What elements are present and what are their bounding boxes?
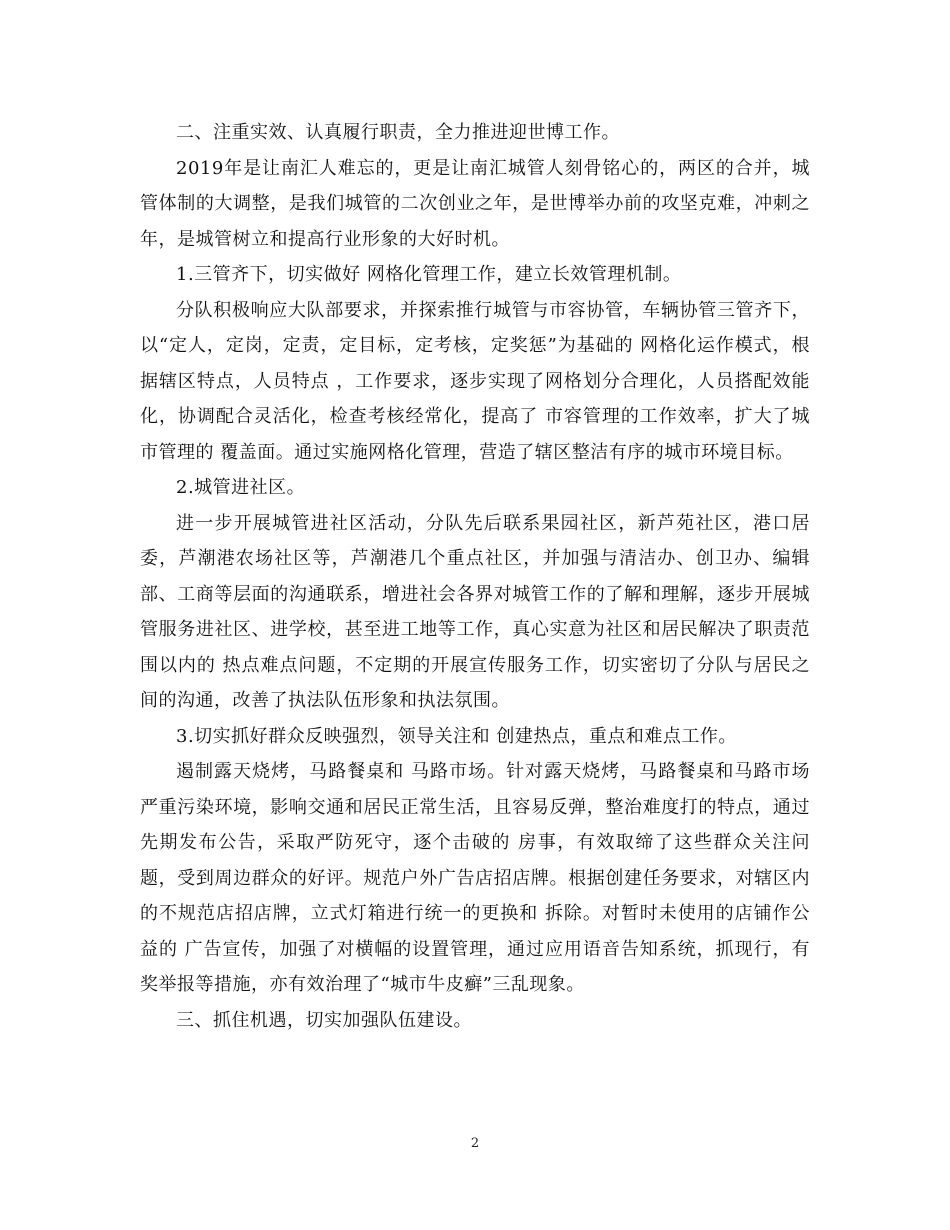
paragraph-intro: 2019年是让南汇人难忘的，更是让南汇城管人刻骨铭心的，两区的合并，城管体制的大调整，是我们城管的二次创业之年，是世博举办前的攻坚克难，冲刺之年，是城管树立和提高行业形象的大好时机。 [140, 157, 810, 250]
subheading-1: 1.三管齐下，切实做好 网格化管理工作，建立长效管理机制。 [176, 264, 682, 285]
section-heading-3: 三、抓住机遇，切实加强队伍建设。 [176, 1009, 472, 1031]
page-number: 2 [470, 1136, 480, 1151]
paragraph-community: 进一步开展城管进社区活动，分队先后联系果园社区，新芦苑社区，港口居委，芦潮港农场社区等，芦潮港几个重点社区，并加强与清洁办、创卫办、编辑部、工商等层面的沟通联系，增进社会各界对城管工作的了解和理解，逐步开展城管服务进社区、进学校，甚至进工地等工作，真心实意为社区和居民解决了职责范围以内的 热点难点问题，不定期的开展宣传服务工作，切实密切了分队与居民之间的沟通，改善了执法队伍形象和执法氛围。 [140, 512, 810, 711]
subheading-3: 3.切实抓好群众反映强烈，领导关注和 创建热点，重点和难点工作。 [176, 725, 737, 747]
paragraph-grid-management: 分队积极响应大队部要求，并探索推行城管与市容协管，车辆协管三管齐下，以“定人，定岗，定责，定目标，定考核，定奖惩”为基础的 网格化运作模式，根据辖区特点，人员特点 ，工作要求，逐步实现了网格划分合理化，人员搭配效能化，协调配合灵活化，检查考核经常化，提高了 市容管理的工作效率，扩大了城市管理的 覆盖面。通过实施网格化管理，营造了辖区整洁有序的城市环境目标。 [140, 299, 810, 463]
section-heading-2: 二、注重实效、认真履行职责，全力推进迎世博工作。 [176, 122, 620, 143]
paragraph-hotspots: 遏制露天烧烤，马路餐桌和 马路市场。针对露天烧烤，马路餐桌和马路市场严重污染环境，影响交通和居民正常生活，且容易反弹，整治难度打的特点，通过先期发布公告，采取严防死守，逐个击破的 房事，有效取缔了这些群众关注问题，受到周边群众的好评。规范户外广告店招店牌。根据创建任务要求，对辖区内的不规范店招店牌，立式灯箱进行统一的更换和 拆除。对暂时未使用的店铺作公益的 广告宣传，加强了对横幅的设置管理，通过应用语音告知系统，抓现行，有奖举报等措施，亦有效治理了“城市牛皮癣”三乱现象。 [140, 761, 810, 995]
document-body [140, 115, 810, 1038]
subheading-2: 2.城管进社区。 [176, 477, 306, 498]
